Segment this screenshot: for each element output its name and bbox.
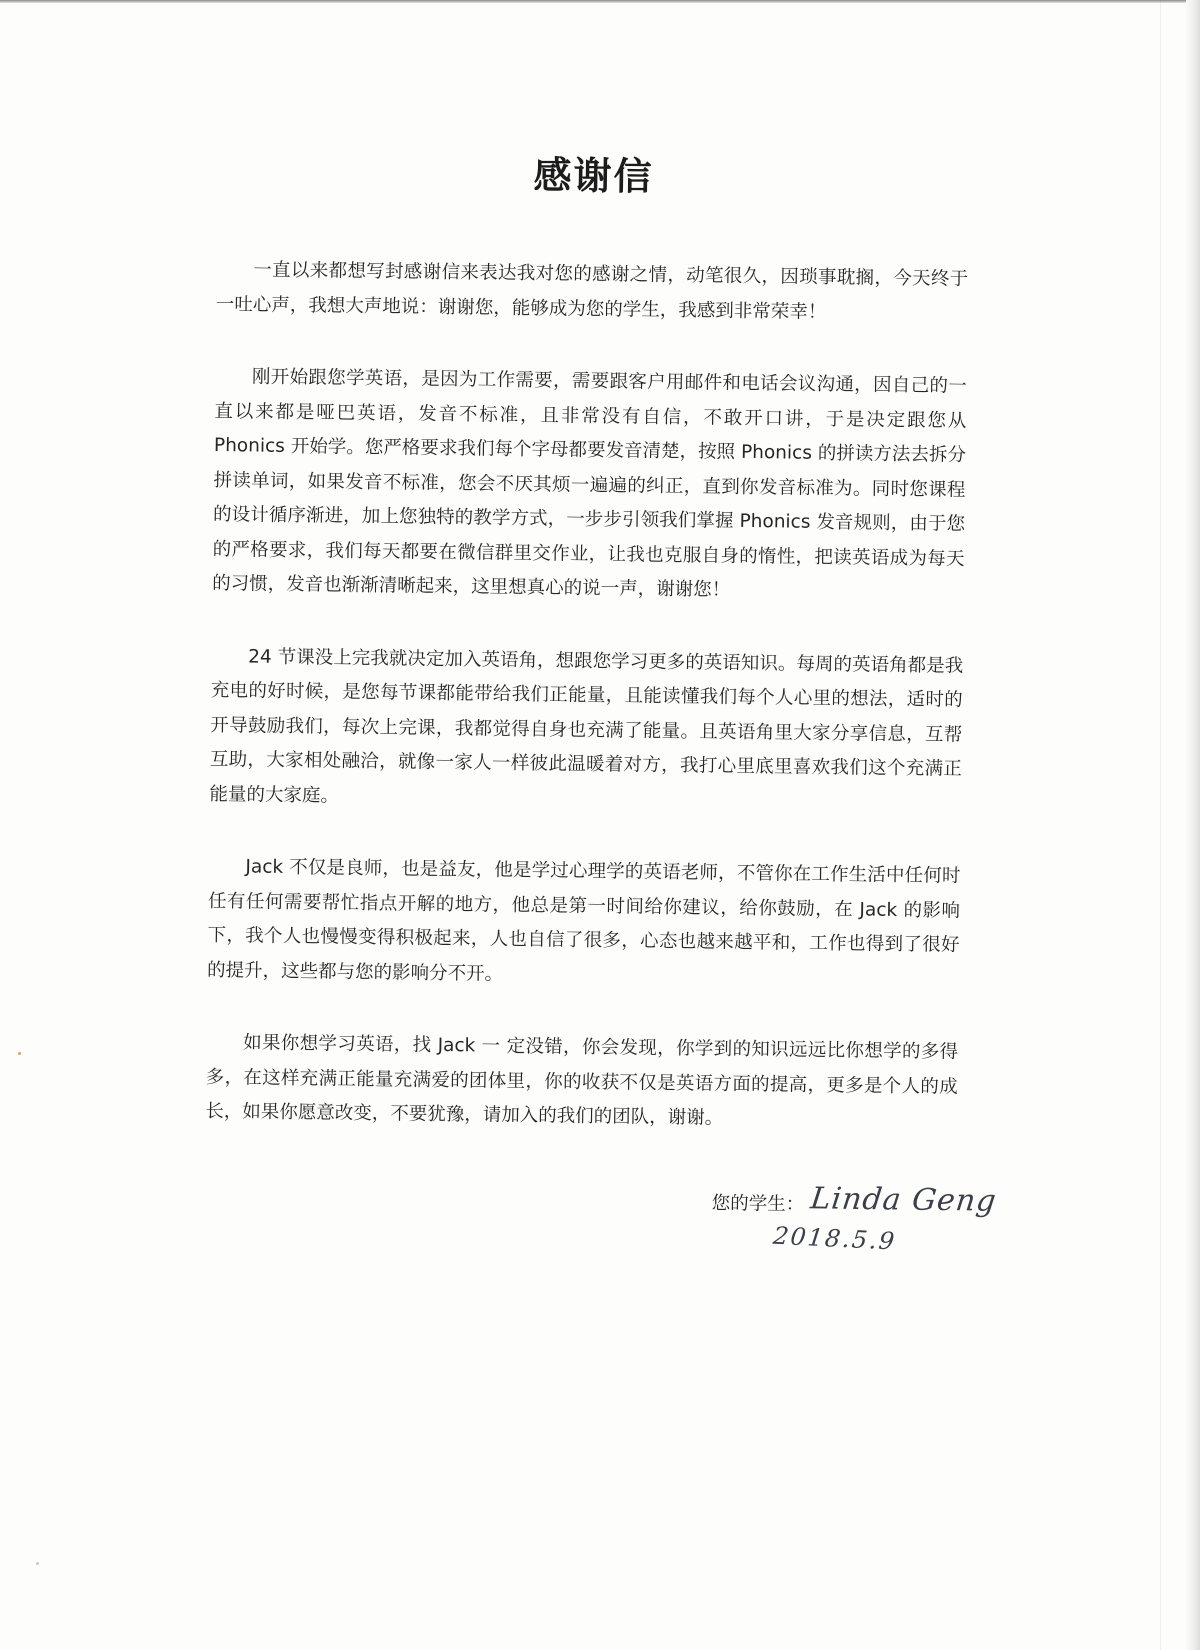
paragraph-2: 刚开始跟您学英语，是因为工作需要，需要跟客户用邮件和电话会议沟通，因自己的一直以来都是哑巴英语，发音不标准，且非常没有自信，不敢开口讲，于是决定跟您从 Phonics 开始学。您严格要求我们每个字母都要发音清楚，按照 Phonics 的拼读方法去拆分拼读单词，如果发音不标准，您会不厌其烦一遍遍的纠正，直到你发音标准为。同时您课程的设计循序渐进，加上您独特的教学方式，一步步引领我们掌握 Phonics 发音规则，由于您的严格要求，我们每天都要在微信群里交作业，让我也克服自身的惰性，把读英语成为每天的习惯，发音也渐渐清晰起来，这里想真心的说一声，谢谢您！ (212, 366, 967, 601)
signature-block (711, 1180, 1012, 1257)
paragraph-5: 如果你想学习英语，找 Jack 一 定没错，你会发现，你学到的知识远远比你想学的多得多，在这样充满正能量充满爱的团体里，你的收获不仅是英语方面的提高，更多是个人的成长，如果你愿意改变，不要犹豫，请加入的我们的团队，谢谢。 (205, 1032, 959, 1129)
letter-body (205, 140, 970, 1177)
letter-title: 感谢信 (533, 153, 654, 199)
scan-fold-line (1160, 0, 1161, 1650)
scan-right-edge (1186, 0, 1200, 1650)
handwritten-date: 2018.5.9 (771, 1221, 898, 1256)
paragraph-1: 一直以来都想写封感谢信来表达我对您的感谢之情，动笔很久，因琐事耽搁，今天终于一吐心声，我想大声地说：谢谢您，能够成为您的学生，我感到非常荣幸！ (215, 259, 969, 323)
signature-label: 您的学生： (711, 1192, 805, 1216)
scan-top-edge (0, 0, 1200, 3)
scan-speck (18, 1052, 21, 1055)
scan-speck (36, 1562, 39, 1565)
handwritten-signature: Linda Geng (808, 1181, 999, 1219)
paragraph-3: 24 节课没上完我就决定加入英语角，想跟您学习更多的英语知识。每周的英语角都是我充电的好时候，是您每节课都能带给我们正能量，且能读懂我们每个人心里的想法，适时的开导鼓励我们，每次上完课，我都觉得自身也充满了能量。且英语角里大家分享信息，互帮互助，大家相处融洽，就像一家人一样彼此温暖着对方，我打心里底里喜欢我们这个充满正能量的大家庭。 (209, 645, 964, 807)
paragraph-4: Jack 不仅是良师，也是益友，他是学过心理学的英语老师，不管你在工作生活中任何时任有任何需要帮忙指点开解的地方，他总是第一时间给你建议，给你鼓励，在 Jack 的影响下，我个人也慢慢变得积极起来，人也自信了很多，心态也越来越平和，工作也得到了很好的提升，这些都与您的影响分不开。 (206, 856, 961, 985)
